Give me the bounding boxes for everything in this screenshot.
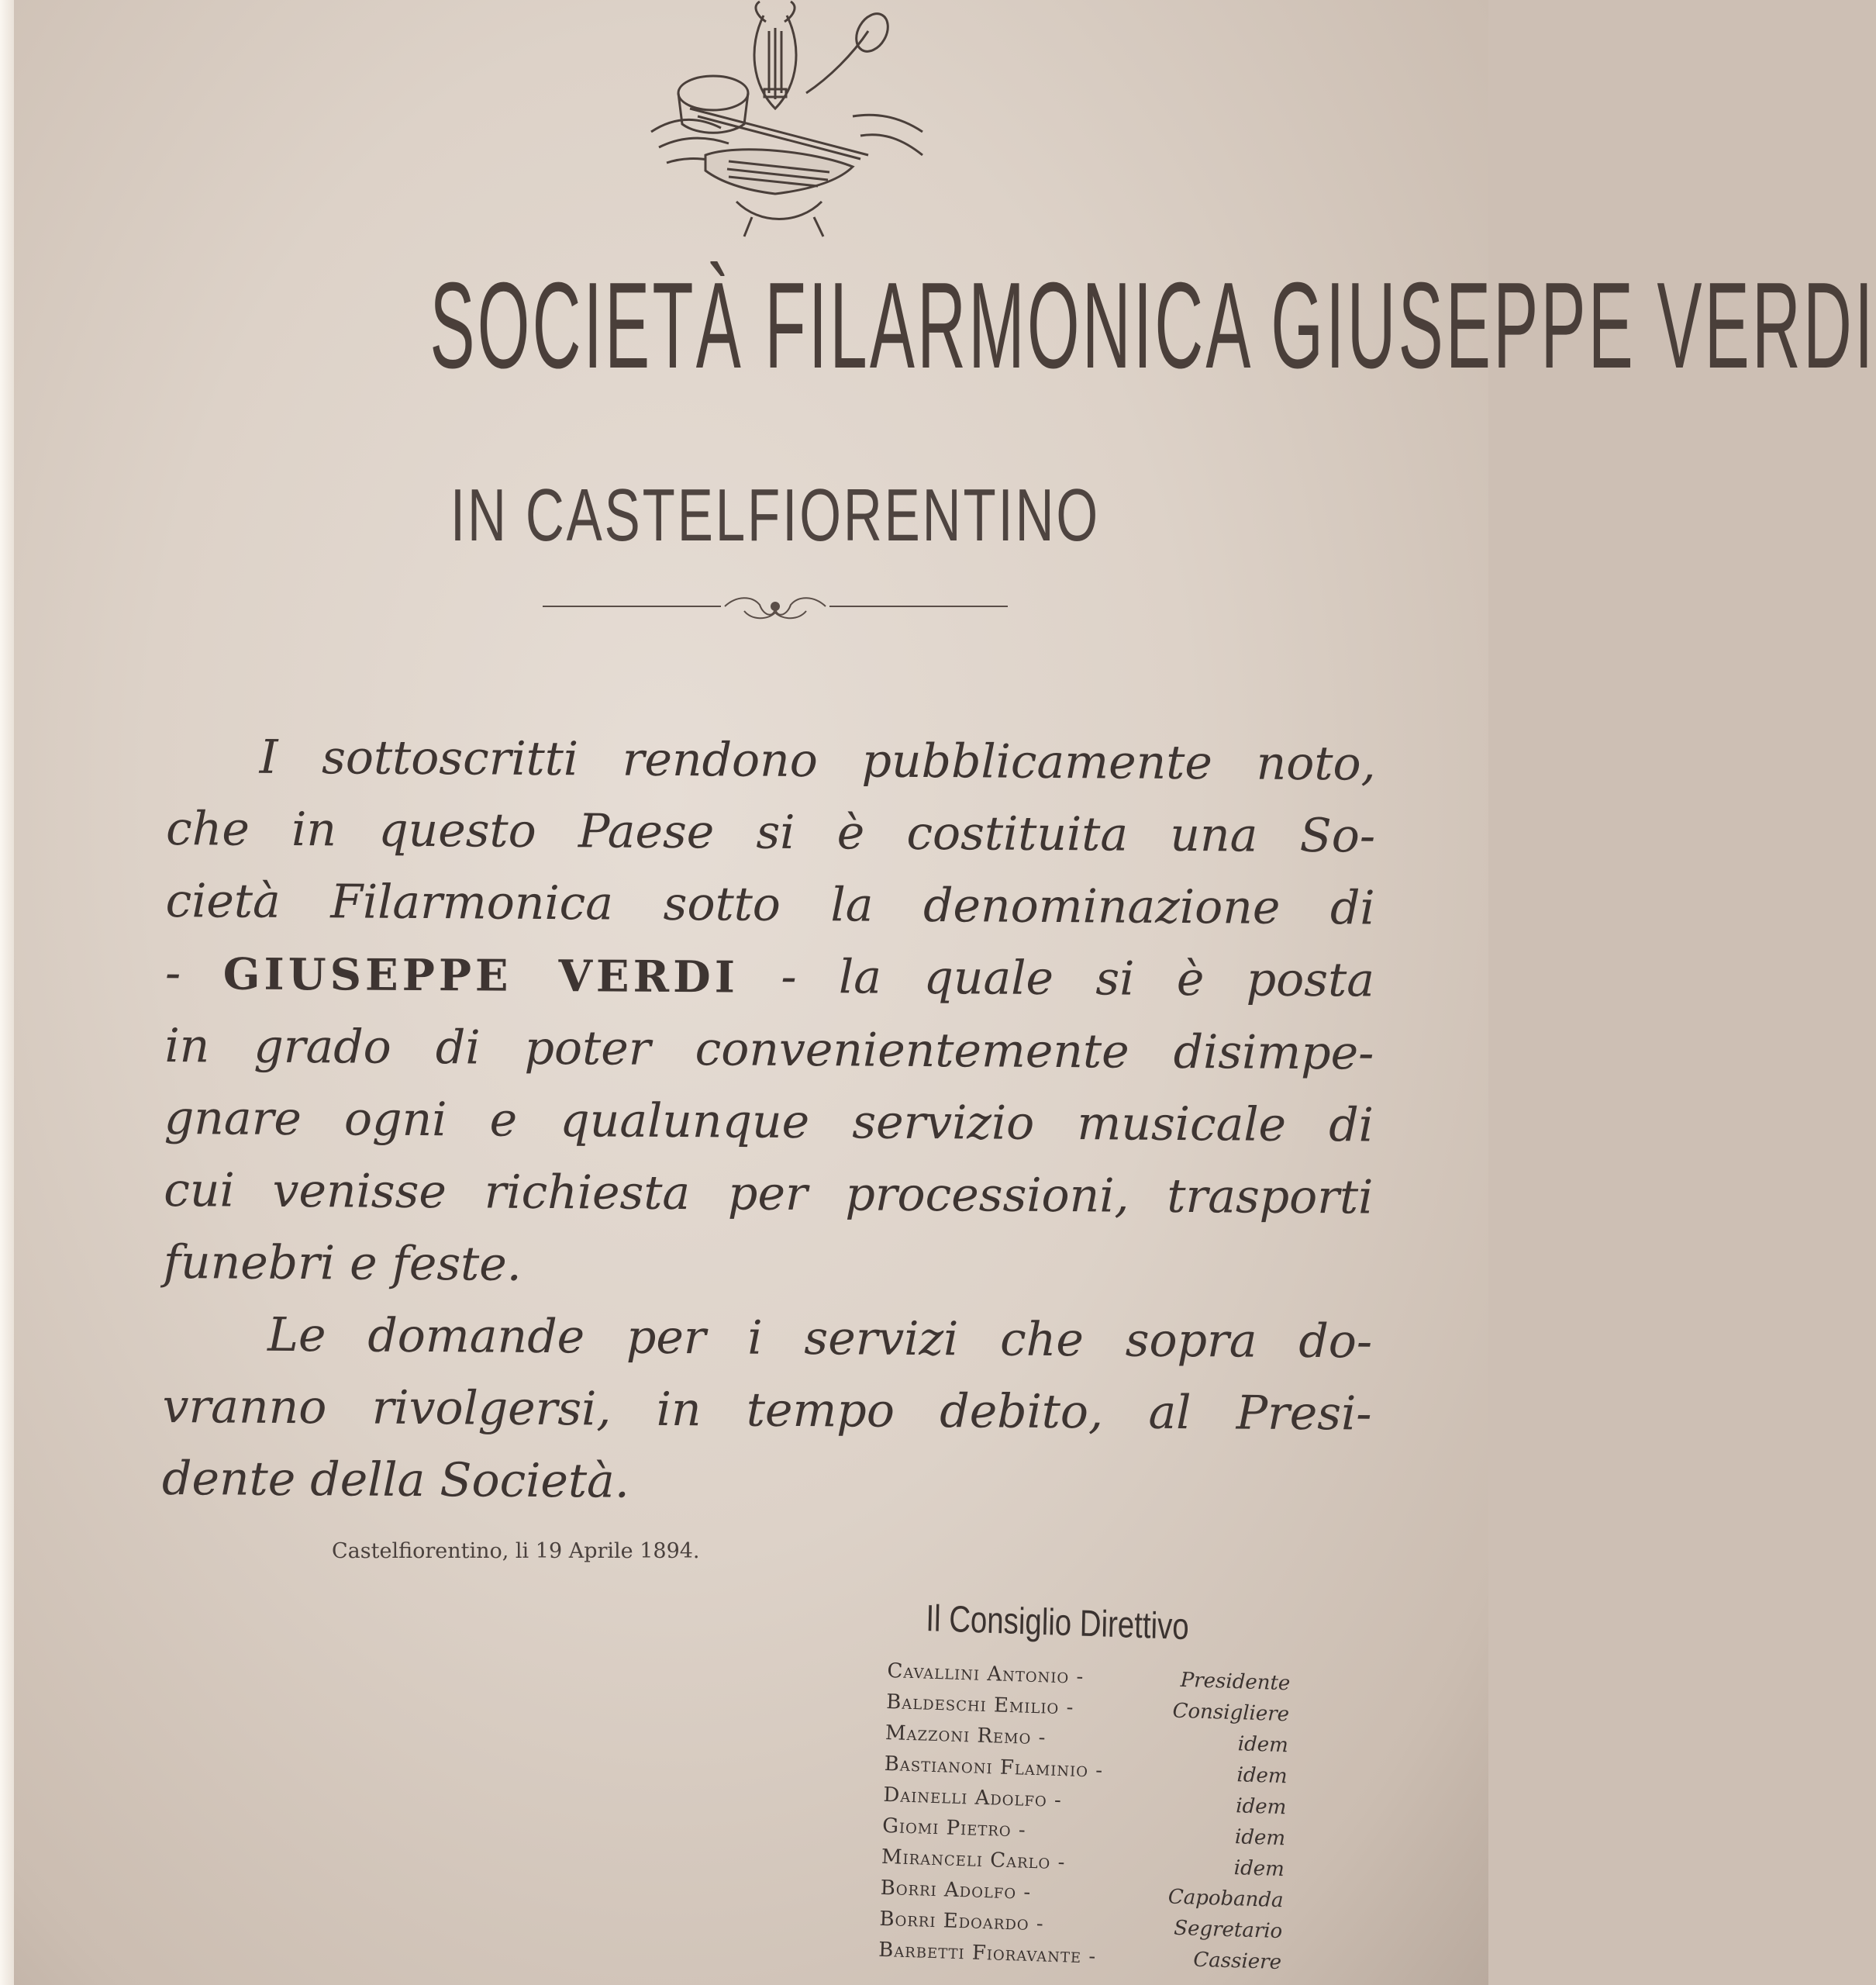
poster-subtitle: IN CASTELFIORENTINO	[450, 474, 1101, 557]
member-name: Cavallini Antonio -	[887, 1659, 1085, 1689]
announcement-body	[162, 721, 1376, 1523]
body-line: in grado di poter convenientemente disimpe-	[164, 1018, 1374, 1081]
member-role: Consigliere	[1172, 1699, 1290, 1727]
member-role: Cassiere	[1192, 1948, 1282, 1975]
body-line: che in questo Paese si è costituita una So-	[165, 801, 1376, 864]
member-name: Mazzoni Remo -	[885, 1721, 1047, 1750]
body-line: cui venisse richiesta per processioni, trasporti	[164, 1162, 1374, 1225]
member-role: Segretario	[1173, 1916, 1283, 1944]
body-line-rest: - la quale si è posta	[738, 949, 1375, 1008]
poster-title: SOCIETÀ FILARMONICA GIUSEPPE VERDI	[429, 257, 1876, 394]
member-role: idem	[1234, 1825, 1286, 1851]
date-line: Castelfiorentino, li 19 Aprile 1894.	[332, 1539, 700, 1563]
council-members-list	[878, 1659, 1290, 1982]
member-role: idem	[1236, 1763, 1288, 1789]
ornament-divider-icon	[543, 589, 1008, 628]
member-name: Dainelli Adolfo -	[883, 1783, 1063, 1813]
lyre-music-emblem-icon	[620, 0, 946, 248]
body-line: dente della Società.	[161, 1451, 630, 1509]
council-title: Il Consiglio Direttivo	[925, 1597, 1190, 1648]
member-name: Giomi Pietro -	[881, 1814, 1027, 1842]
body-line: I sottoscritti rendono pubblicamente noto,	[259, 730, 1376, 792]
body-line: funebri e feste.	[163, 1234, 522, 1292]
member-role: Capobanda	[1167, 1885, 1284, 1913]
body-line: cietà Filarmonica sotto la denominazione di	[165, 873, 1375, 936]
body-line-society-name	[165, 937, 1375, 1018]
paper-edge	[0, 0, 14, 1985]
member-role: idem	[1233, 1856, 1285, 1882]
member-role: Presidente	[1180, 1668, 1291, 1696]
member-name: Bastianoni Flaminio -	[884, 1752, 1104, 1783]
member-name: Barbetti Fioravante -	[878, 1938, 1097, 1969]
member-name: Baldeschi Emilio -	[885, 1690, 1074, 1720]
member-name: Borri Edoardo -	[879, 1907, 1045, 1936]
member-role: idem	[1237, 1732, 1289, 1758]
body-line: vranno rivolgersi, in tempo debito, al Presi-	[162, 1379, 1372, 1441]
member-name: Miranceli Carlo -	[881, 1845, 1066, 1875]
member-role: idem	[1235, 1794, 1287, 1820]
member-name: Borri Adolfo -	[880, 1876, 1032, 1904]
body-line: Le domande per i servizi che sopra do-	[267, 1307, 1373, 1369]
body-line: gnare ogni e qualunque servizio musicale di	[164, 1090, 1374, 1153]
society-name-emphasis: GIUSEPPE VERDI	[222, 948, 740, 1003]
dash: -	[164, 945, 223, 1001]
